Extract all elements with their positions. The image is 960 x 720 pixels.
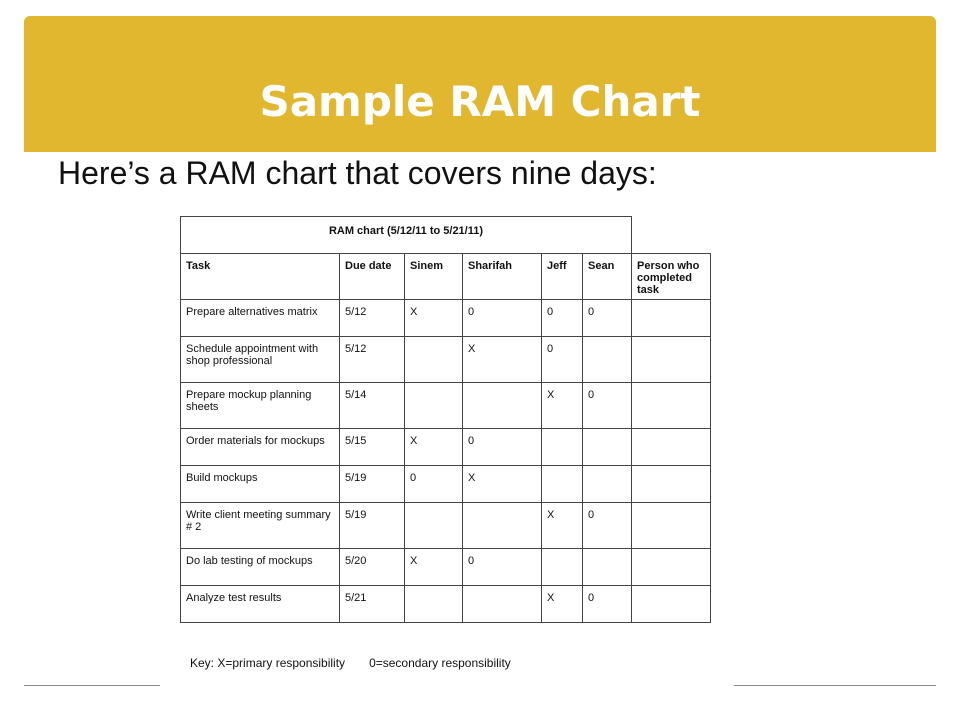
table-row [181,466,711,503]
completed-by-cell [632,586,711,623]
header-sean: Sean [583,254,632,300]
table-row [181,429,711,466]
sharifah-cell: X [463,466,542,503]
sharifah-cell: 0 [463,549,542,586]
header-sinem: Sinem [405,254,463,300]
task-cell: Prepare alternatives matrix [181,300,340,337]
table-row [181,503,711,549]
sharifah-cell [463,383,542,429]
jeff-cell [542,466,583,503]
footer-rule-left [24,685,160,686]
due-date-cell: 5/14 [340,383,405,429]
jeff-cell: 0 [542,337,583,383]
due-date-cell: 5/12 [340,337,405,383]
sharifah-cell [463,503,542,549]
due-date-cell: 5/15 [340,429,405,466]
header-due-date: Due date [340,254,405,300]
task-cell: Write client meeting summary # 2 [181,503,340,549]
sean-cell [583,337,632,383]
completed-by-cell [632,549,711,586]
header-jeff: Jeff [542,254,583,300]
sinem-cell: X [405,429,463,466]
jeff-cell: X [542,586,583,623]
sean-cell: 0 [583,503,632,549]
task-cell: Prepare mockup planning sheets [181,383,340,429]
sean-cell [583,429,632,466]
sinem-cell: X [405,300,463,337]
legend-key [190,656,535,670]
table-row [181,586,711,623]
task-cell: Do lab testing of mockups [181,549,340,586]
sharifah-cell: 0 [463,429,542,466]
title-bar [24,16,936,152]
jeff-cell: X [542,383,583,429]
table-row [181,300,711,337]
table-header-row [181,254,711,300]
due-date-cell: 5/19 [340,503,405,549]
completed-by-cell [632,383,711,429]
sharifah-cell: X [463,337,542,383]
task-cell: Schedule appointment with shop professional [181,337,340,383]
table-caption: RAM chart (5/12/11 to 5/21/11) [181,217,632,254]
sinem-cell [405,503,463,549]
sinem-cell [405,383,463,429]
sean-cell [583,549,632,586]
jeff-cell [542,429,583,466]
due-date-cell: 5/19 [340,466,405,503]
sinem-cell [405,586,463,623]
table-row [181,549,711,586]
sean-cell: 0 [583,586,632,623]
table-row [181,337,711,383]
header-task: Task [181,254,340,300]
due-date-cell: 5/20 [340,549,405,586]
table-caption-row [181,217,711,254]
sean-cell [583,466,632,503]
ram-table [180,216,711,623]
header-sharifah: Sharifah [463,254,542,300]
table-row [181,383,711,429]
sinem-cell [405,337,463,383]
task-cell: Order materials for mockups [181,429,340,466]
completed-by-cell [632,337,711,383]
task-cell: Analyze test results [181,586,340,623]
footer-rule-right [734,685,936,686]
sinem-cell: 0 [405,466,463,503]
completed-by-cell [632,300,711,337]
sinem-cell: X [405,549,463,586]
sean-cell: 0 [583,300,632,337]
completed-by-cell [632,429,711,466]
completed-by-cell [632,503,711,549]
sharifah-cell [463,586,542,623]
empty-corner-cell [632,217,711,254]
completed-by-cell [632,466,711,503]
due-date-cell: 5/21 [340,586,405,623]
slide-subtitle: Here’s a RAM chart that covers nine days: [58,155,657,191]
task-cell: Build mockups [181,466,340,503]
slide-title: Sample RAM Chart [259,77,701,126]
header-person-completed: Person who completed task [632,254,711,300]
due-date-cell: 5/12 [340,300,405,337]
sharifah-cell: 0 [463,300,542,337]
key-primary: Key: X=primary responsibility [190,656,346,670]
key-secondary: 0=secondary responsibility [369,656,511,670]
jeff-cell: X [542,503,583,549]
jeff-cell: 0 [542,300,583,337]
jeff-cell [542,549,583,586]
sean-cell: 0 [583,383,632,429]
